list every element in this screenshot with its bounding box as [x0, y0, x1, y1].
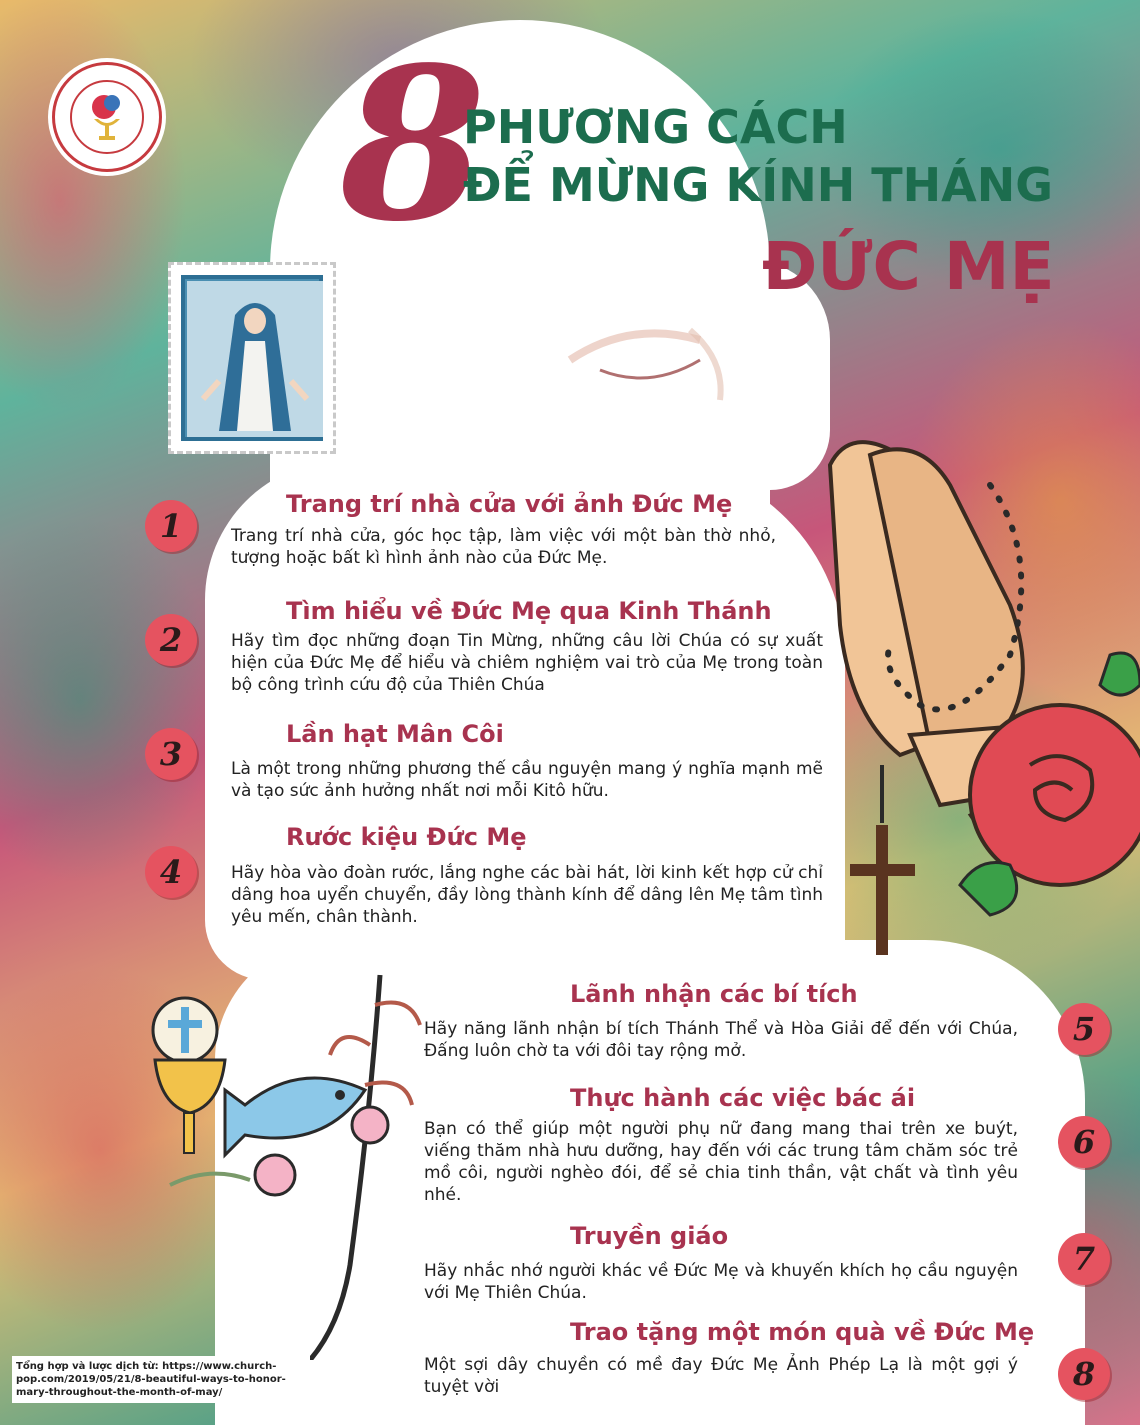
item-3-badge: 3: [145, 728, 197, 780]
item-6-text: Bạn có thể giúp một người phụ nữ đang mang thai trên xe buýt, viếng thăm nhà hưu dưỡng, hay đến với các trung tâm chăm sóc trẻ mồ côi, người nghèo đói, để sẻ chia tinh thần, vật chất và tình yêu nhé.: [424, 1119, 1018, 1205]
source-credit: Tổng hợp và lược dịch từ: https://www.church-pop.com/2019/05/21/8-beautiful-ways-to-honor-mary-throughout-the-month-of-may/: [12, 1356, 310, 1403]
mary-image: [181, 275, 323, 441]
item-5-text: Hãy năng lãnh nhận bí tích Thánh Thể và Hòa Giải để đến với Chúa, Đấng luôn chờ ta với đôi tay rộng mở.: [424, 1019, 1018, 1061]
item-2-text: Hãy tìm đọc những đoạn Tin Mừng, những câu lời Chúa có sự xuất hiện của Đức Mẹ để hiểu và chiêm nghiệm vai trò của Mẹ trong toàn bộ công trình cứu độ của Thiên Chúa: [231, 631, 823, 695]
chalice-rose-icon: [70, 80, 144, 154]
item-7-heading: Truyền giáo: [570, 1222, 729, 1250]
item-1-badge: 1: [145, 500, 197, 552]
item-3-text: Là một trong những phương thế cầu nguyện mang ý nghĩa mạnh mẽ và tạo sức ảnh hưởng nhất nơi mỗi Kitô hữu.: [231, 759, 823, 801]
item-6-heading: Thực hành các việc bác ái: [570, 1084, 916, 1112]
item-2-badge: 2: [145, 614, 197, 666]
item-4-text: Hãy hòa vào đoàn rước, lắng nghe các bài hát, lời kinh kết hợp cử chỉ dâng hoa uyển chuyển, đầy lòng thành kính để dâng lên Mẹ tâm tình yêu mến, chân thành.: [231, 863, 823, 927]
item-7-badge: 7: [1058, 1233, 1110, 1285]
item-4-badge: 4: [145, 846, 197, 898]
item-5-heading: Lãnh nhận các bí tích: [570, 980, 858, 1008]
title-line-1: PHƯƠNG CÁCH: [463, 100, 848, 154]
item-8-badge: 8: [1058, 1348, 1110, 1400]
item-7-text: Hãy nhắc nhớ người khác về Đức Mẹ và khuyến khích họ cầu nguyện với Mẹ Thiên Chúa.: [424, 1261, 1018, 1303]
item-6-badge: 6: [1058, 1116, 1110, 1168]
item-5-badge: 5: [1058, 1003, 1110, 1055]
parish-logo: [52, 62, 162, 172]
item-8-text: Một sợi dây chuyền có mề đay Đức Mẹ Ảnh Phép Lạ là một gợi ý tuyệt vời: [424, 1355, 1018, 1397]
face-eye-icon: [560, 300, 740, 410]
item-4-heading: Rước kiệu Đức Mẹ: [286, 823, 527, 851]
title-number: 8: [340, 21, 487, 268]
mary-stamp: [168, 262, 336, 454]
item-1-text: Trang trí nhà cửa, góc học tập, làm việc với một bàn thờ nhỏ, tượng hoặc bất kì hình ảnh nào của Đức Mẹ.: [231, 526, 776, 568]
item-1-heading: Trang trí nhà cửa với ảnh Đức Mẹ: [286, 490, 733, 518]
item-2-heading: Tìm hiểu về Đức Mẹ qua Kinh Thánh: [286, 597, 772, 625]
praying-hands-rosary-icon: [810, 425, 1140, 965]
item-8-heading: Trao tặng một món quà về Đức Mẹ: [570, 1318, 1035, 1346]
title-line-3: ĐỨC MẸ: [762, 228, 1055, 305]
title-line-2: ĐỂ MỪNG KÍNH THÁNG: [463, 158, 1053, 212]
eucharist-illustration-icon: [150, 965, 425, 1360]
item-3-heading: Lần hạt Mân Côi: [286, 720, 504, 748]
